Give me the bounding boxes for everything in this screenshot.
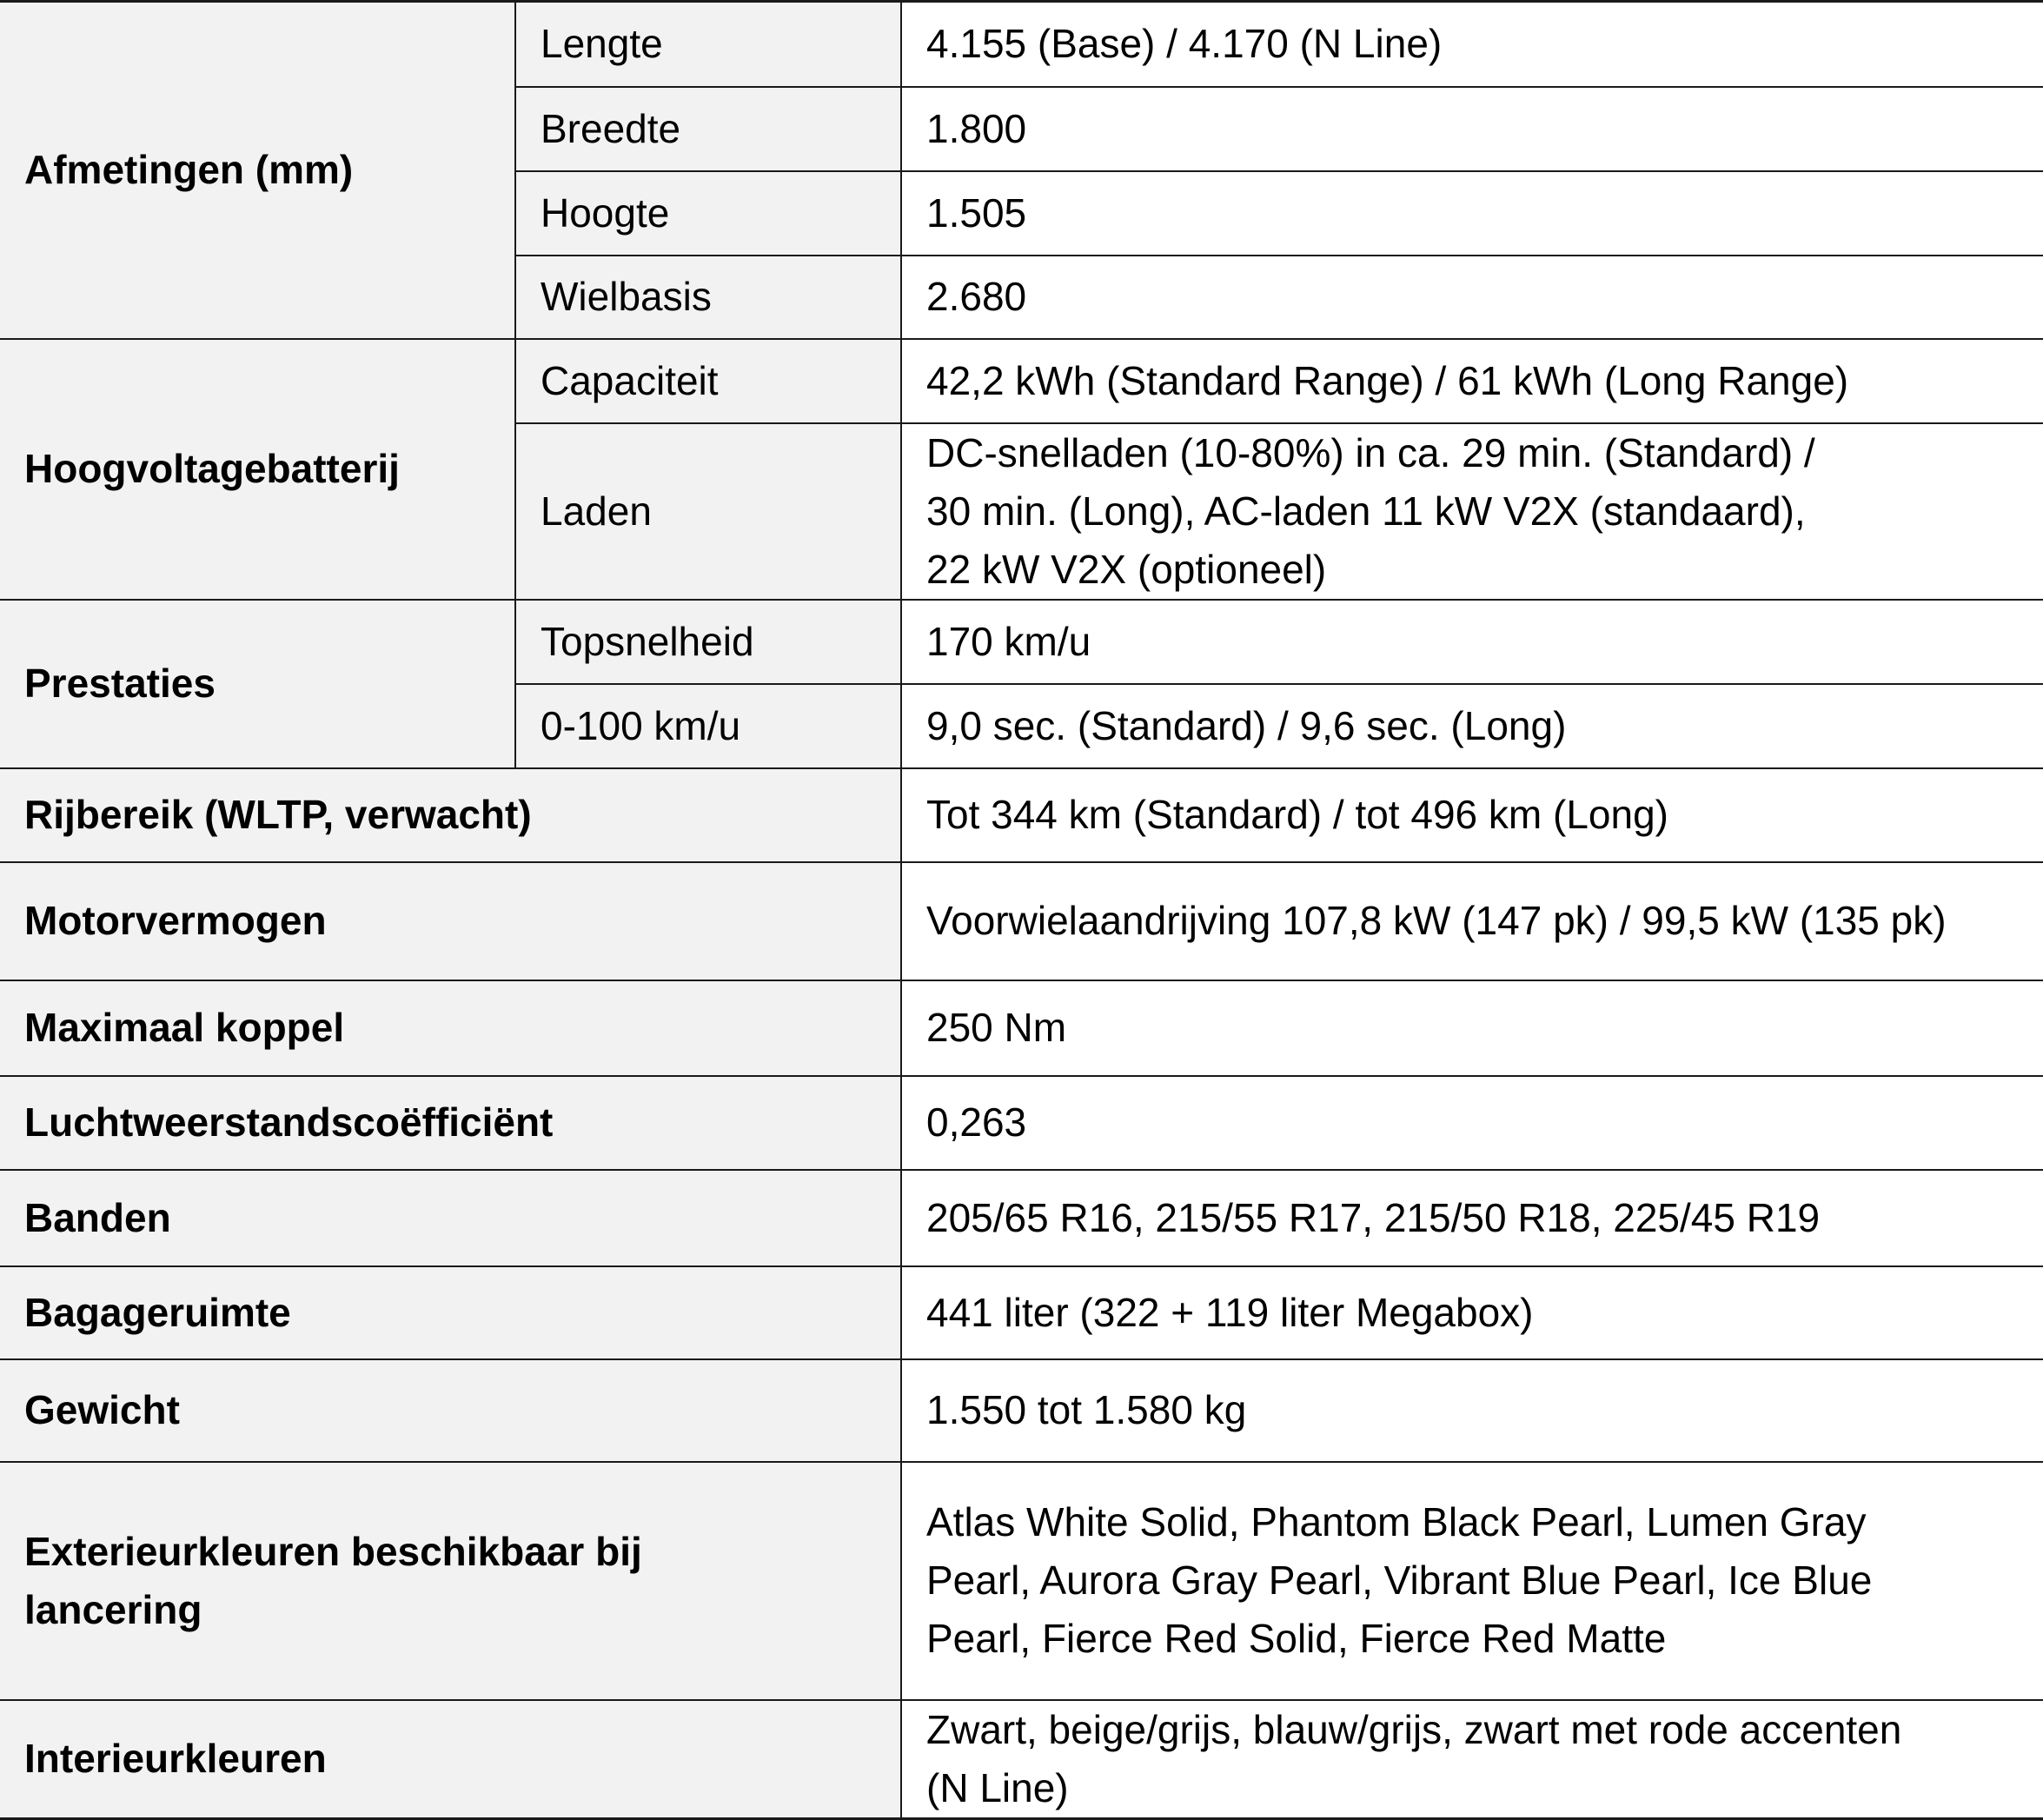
category-exterior-colors [0, 1462, 901, 1700]
table-row [0, 1359, 2043, 1462]
table-row [0, 339, 2043, 423]
spec-value: Tot 344 km (Standard) / tot 496 km (Long) [901, 768, 2043, 862]
spec-value: 170 km/u [901, 600, 2043, 684]
label-line: lancering [24, 1586, 202, 1632]
table-row [0, 600, 2043, 684]
category-interior-colors: Interieurkleuren [0, 1700, 901, 1819]
spec-value [901, 1462, 2043, 1700]
table-row [0, 1170, 2043, 1266]
spec-label: Capaciteit [515, 339, 901, 423]
table-row [0, 1462, 2043, 1700]
spec-value: 205/65 R16, 215/55 R17, 215/50 R18, 225/45 R19 [901, 1170, 2043, 1266]
category-motor-power: Motorvermogen [0, 862, 901, 980]
table-row [0, 980, 2043, 1076]
spec-value: 42,2 kWh (Standard Range) / 61 kWh (Long Range) [901, 339, 2043, 423]
spec-value: 441 liter (322 + 119 liter Megabox) [901, 1266, 2043, 1359]
spec-label: Breedte [515, 87, 901, 171]
spec-value: 250 Nm [901, 980, 2043, 1076]
spec-value: 4.155 (Base) / 4.170 (N Line) [901, 2, 2043, 87]
value-line: (N Line) [926, 1764, 1069, 1810]
table-row [0, 1700, 2043, 1819]
table-row [0, 2, 2043, 87]
spec-label: Lengte [515, 2, 901, 87]
value-line: 30 min. (Long), AC-laden 11 kW V2X (standaard), [926, 488, 1806, 534]
spec-label: 0-100 km/u [515, 684, 901, 768]
table-row [0, 1076, 2043, 1170]
value-line: Pearl, Aurora Gray Pearl, Vibrant Blue Pearl, Ice Blue [926, 1558, 1873, 1603]
value-line: DC-snelladen (10-80%) in ca. 29 min. (Standard) / [926, 429, 1815, 475]
table-row [0, 862, 2043, 980]
value-line: Zwart, beige/grijs, blauw/grijs, zwart met rode accenten [926, 1706, 1902, 1752]
spec-value: 1.505 [901, 171, 2043, 256]
table-row [0, 768, 2043, 862]
spec-label: Hoogte [515, 171, 901, 256]
category-torque: Maximaal koppel [0, 980, 901, 1076]
value-line: Pearl, Fierce Red Solid, Fierce Red Matte [926, 1616, 1667, 1661]
spec-label: Laden [515, 423, 901, 600]
spec-value: 9,0 sec. (Standard) / 9,6 sec. (Long) [901, 684, 2043, 768]
spec-value: Voorwielaandrijving 107,8 kW (147 pk) / 99,5 kW (135 pk) [901, 862, 2043, 980]
spec-value: 1.550 tot 1.580 kg [901, 1359, 2043, 1462]
category-battery: Hoogvoltagebatterij [0, 339, 515, 600]
category-dimensions: Afmetingen (mm) [0, 2, 515, 339]
category-drag-coefficient: Luchtweerstandscoëfficiënt [0, 1076, 901, 1170]
category-range: Rijbereik (WLTP, verwacht) [0, 768, 901, 862]
spec-value [901, 1700, 2043, 1819]
value-line: 22 kW V2X (optioneel) [926, 546, 1327, 592]
spec-value: 2.680 [901, 256, 2043, 339]
label-line: Exterieurkleuren beschikbaar bij [24, 1528, 642, 1574]
category-luggage-space: Bagageruimte [0, 1266, 901, 1359]
spec-value: 0,263 [901, 1076, 2043, 1170]
spec-value [901, 423, 2043, 600]
spec-value: 1.800 [901, 87, 2043, 171]
value-line: Atlas White Solid, Phantom Black Pearl, Lumen Gray [926, 1499, 1867, 1544]
category-weight: Gewicht [0, 1359, 901, 1462]
table-row [0, 1266, 2043, 1359]
category-tyres: Banden [0, 1170, 901, 1266]
spec-label: Wielbasis [515, 256, 901, 339]
category-performance: Prestaties [0, 600, 515, 768]
spec-label: Topsnelheid [515, 600, 901, 684]
